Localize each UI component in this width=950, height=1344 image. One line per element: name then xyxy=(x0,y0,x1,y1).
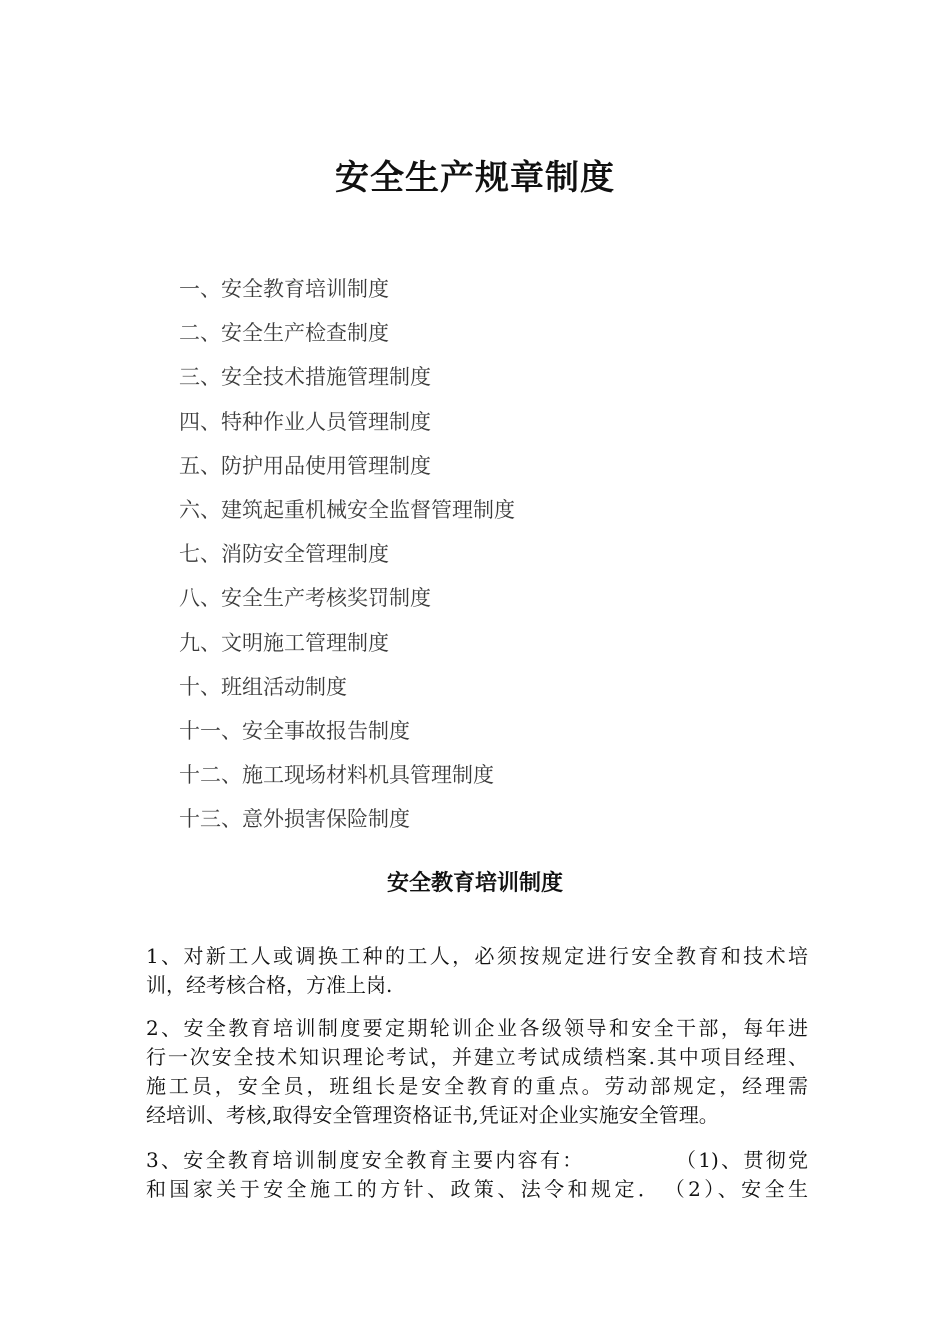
paragraph-line: 3、安全教育培训制度安全教育主要内容有： （1)、贯彻党 xyxy=(146,1148,808,1172)
toc-item: 六、建筑起重机械安全监督管理制度 xyxy=(179,497,515,522)
toc-item: 一、安全教育培训制度 xyxy=(179,277,389,301)
toc-item: 九、文明施工管理制度 xyxy=(179,630,389,655)
toc-item: 八、安全生产考核奖罚制度 xyxy=(179,586,431,611)
toc-item: 十三、意外损害保险制度 xyxy=(179,807,410,832)
toc-item: 七、消防安全管理制度 xyxy=(179,542,389,567)
paragraph-1 xyxy=(146,942,808,1000)
paragraph-line: 训，经考核合格，方准上岗. xyxy=(146,973,393,997)
paragraph-3 xyxy=(146,1146,808,1204)
paragraph-line: 行一次安全技术知识理论考试，并建立考试成绩档案.其中项目经理、 xyxy=(146,1045,808,1069)
paragraph-line: 1、对新工人或调换工种的工人，必须按规定进行安全教育和技术培 xyxy=(146,944,808,968)
toc-item: 十一、安全事故报告制度 xyxy=(179,718,410,743)
toc-item: 四、特种作业人员管理制度 xyxy=(179,409,431,434)
toc-item: 二、安全生产检查制度 xyxy=(179,321,389,346)
paragraph-2 xyxy=(146,1014,808,1130)
toc-item: 五、防护用品使用管理制度 xyxy=(179,453,431,478)
toc-item: 三、安全技术措施管理制度 xyxy=(179,365,431,390)
paragraph-line: 2、安全教育培训制度要定期轮训企业各级领导和安全干部，每年进 xyxy=(146,1016,808,1040)
paragraph-line: 经培训、考核,取得安全管理资格证书,凭证对企业实施安全管理。 xyxy=(146,1103,719,1127)
toc-item: 十、班组活动制度 xyxy=(179,674,347,699)
paragraph-line: 施工员，安全员，班组长是安全教育的重点。劳动部规定，经理需 xyxy=(146,1074,808,1098)
table-of-contents xyxy=(179,274,515,848)
section-title: 安全教育培训制度 xyxy=(386,871,563,896)
paragraph-line: 和国家关于安全施工的方针、政策、法令和规定． （2）、安全生 xyxy=(146,1177,808,1201)
document-title: 安全生产规章制度 xyxy=(335,158,615,198)
toc-item: 十二、施工现场材料机具管理制度 xyxy=(179,763,494,788)
